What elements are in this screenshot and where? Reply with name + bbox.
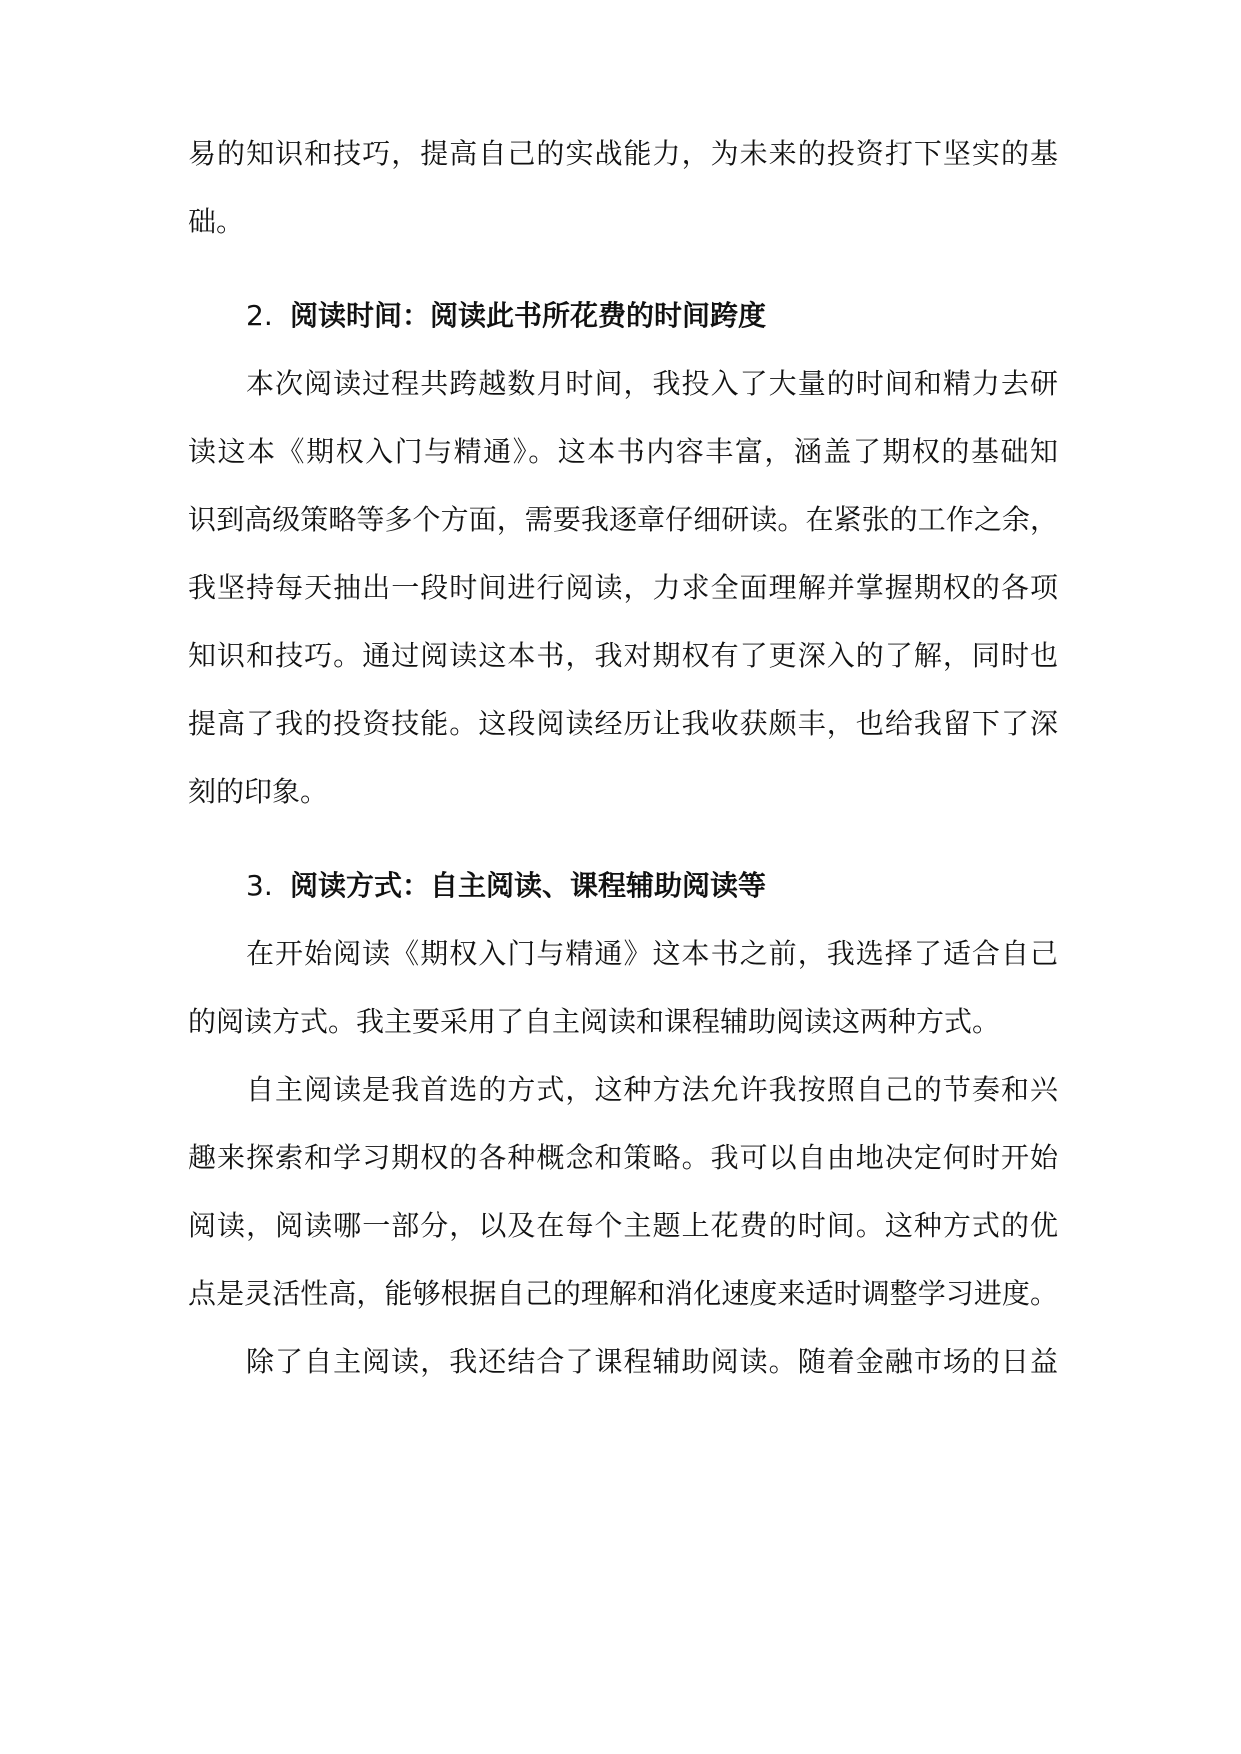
section-title: 阅读方式：自主阅读、课程辅助阅读等 [290, 869, 767, 902]
paragraph-line: 识到高级策略等多个方面，需要我逐章仔细研读。在紧张的工作之余， [188, 503, 1058, 536]
paragraph-line: 我坚持每天抽出一段时间进行阅读，力求全面理解并掌握期权的各项 [188, 571, 1058, 604]
paragraph-line: 易的知识和技巧，提高自己的实战能力，为未来的投资打下坚实的基 [188, 137, 1058, 170]
paragraph-line: 除了自主阅读，我还结合了课程辅助阅读。随着金融市场的日益 [246, 1345, 1058, 1378]
section-title: 阅读时间：阅读此书所花费的时间跨度 [290, 299, 767, 332]
paragraph-line: 阅读，阅读哪一部分，以及在每个主题上花费的时间。这种方式的优 [188, 1209, 1058, 1242]
paragraph-line: 的阅读方式。我主要采用了自主阅读和课程辅助阅读这两种方式。 [188, 1005, 1001, 1038]
paragraph-line: 自主阅读是我首选的方式，这种方法允许我按照自己的节奏和兴 [246, 1073, 1058, 1106]
section-number: 2. [246, 299, 273, 332]
paragraph-line: 提高了我的投资技能。这段阅读经历让我收获颇丰，也给我留下了深 [188, 707, 1058, 740]
paragraph-line: 础。 [188, 205, 245, 238]
paragraph-line: 读这本《期权入门与精通》。这本书内容丰富，涵盖了期权的基础知 [188, 435, 1058, 468]
section-heading [246, 296, 766, 336]
paragraph-line: 点是灵活性高，能够根据自己的理解和消化速度来适时调整学习进度。 [188, 1277, 1058, 1310]
paragraph-line: 趣来探索和学习期权的各种概念和策略。我可以自由地决定何时开始 [188, 1141, 1058, 1174]
section-number: 3. [246, 869, 273, 902]
paragraph-line: 知识和技巧。通过阅读这本书，我对期权有了更深入的了解，同时也 [188, 639, 1058, 672]
section-heading [246, 866, 766, 906]
paragraph-line: 本次阅读过程共跨越数月时间，我投入了大量的时间和精力去研 [246, 367, 1058, 400]
paragraph-line: 在开始阅读《期权入门与精通》这本书之前，我选择了适合自己 [246, 937, 1058, 970]
paragraph-line: 刻的印象。 [188, 775, 329, 808]
